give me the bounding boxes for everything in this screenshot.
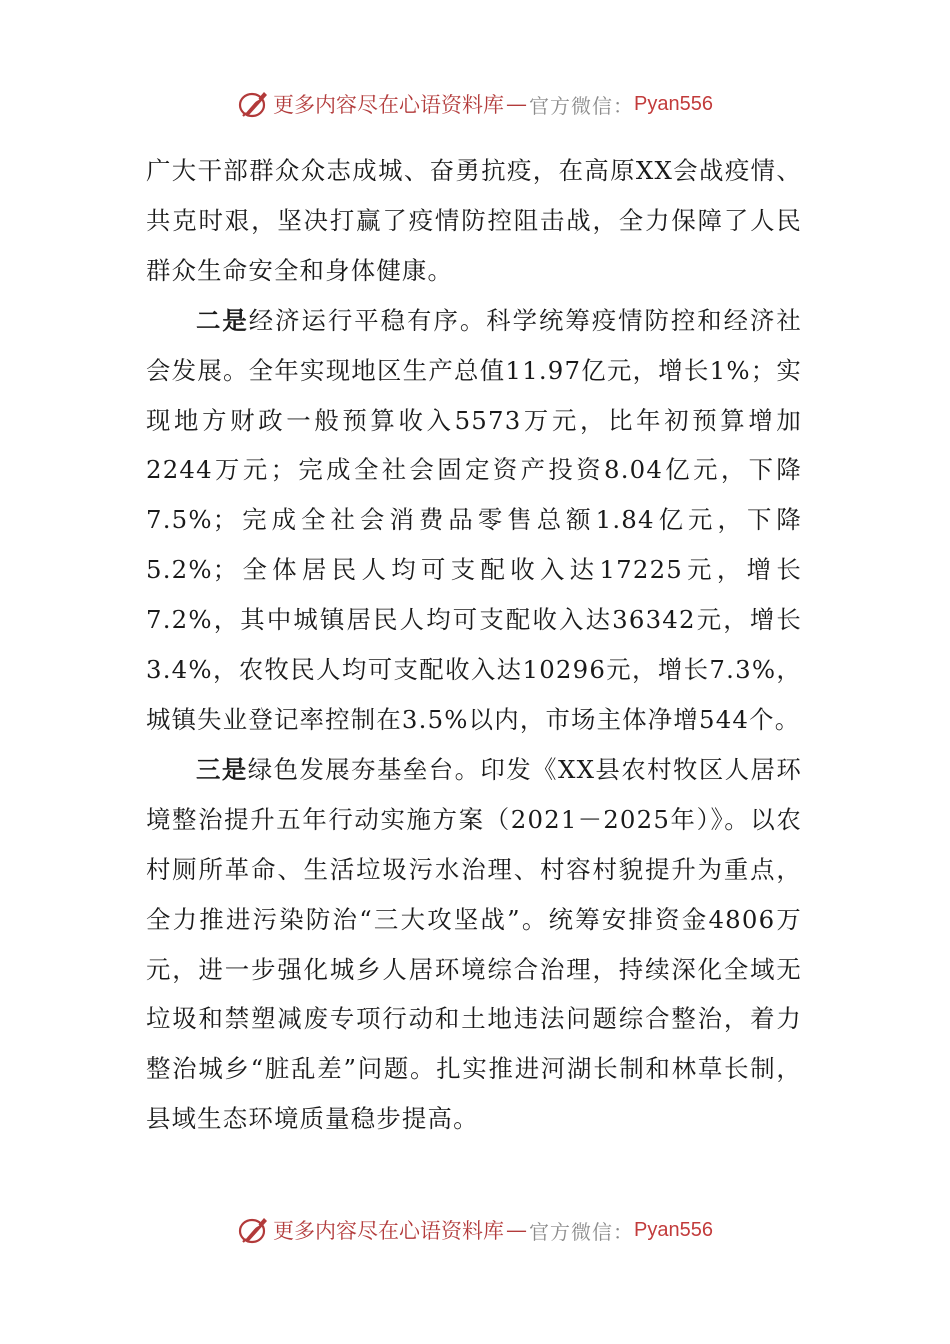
paragraph-text: 经济运行平稳有序。科学统筹疫情防控和经济社会发展。全年实现地区生产总值11.97亿元，增长1%；实现地方财政一般预算收入5573万元，比年初预算增加2244万元；完成全社会固定资产投资8.04亿元，下降7.5%；完成全社会消费品零售总额1.84亿元，下降5.2%；全体居民人均可支配收入达17225元，增长7.2%，其中城镇居民人均可支配收入达36342元，增长3.4%，农牧民人均可支配收入达10296元，增长7.3%，城镇失业登记率控制在3.5%以内，市场主体净增544个。 <box>146 305 802 734</box>
quill-pen-logo-icon <box>237 1213 271 1247</box>
footer-banner <box>0 1210 950 1250</box>
paragraph-lead: 二是 <box>196 305 249 335</box>
banner-title: 更多内容尽在心语资料库 <box>273 93 505 117</box>
banner-wechat-id: Pyan556 <box>634 1218 713 1241</box>
banner-wechat-id: Pyan556 <box>634 92 713 115</box>
banner-wechat-label: 官方微信： <box>529 1219 635 1244</box>
paragraph-continuation <box>146 146 802 296</box>
banner-wechat-label: 官方微信： <box>529 93 635 118</box>
paragraph-text: 广大干部群众众志成城、奋勇抗疫，在高原XX会战疫情、共克时艰，坚决打赢了疫情防控阻击战，全力保障了人民群众生命安全和身体健康。 <box>146 156 802 285</box>
header-banner <box>0 84 950 124</box>
paragraph-text: 绿色发展夯基垒台。印发《XX县农村牧区人居环境整治提升五年行动实施方案（2021－2025年）》。以农村厕所革命、生活垃圾污水治理、村容村貌提升为重点，全力推进污染防治“三大攻坚战”。统筹安排资金4806万元，进一步强化城乡人居环境综合治理，持续深化全域无垃圾和禁塑减废专项行动和土地违法问题综合整治，着力整治城乡“脏乱差”问题。扎实推进河湖长制和林草长制，县域生态环境质量稳步提高。 <box>146 754 802 1134</box>
paragraph-lead: 三是 <box>196 754 248 784</box>
banner-dash: — <box>506 1218 528 1242</box>
paragraph-green-development <box>146 745 802 1144</box>
quill-pen-logo-icon <box>237 87 271 121</box>
document-body <box>146 146 802 1144</box>
banner-title: 更多内容尽在心语资料库 <box>273 1219 505 1243</box>
banner-dash: — <box>506 92 528 116</box>
paragraph-economy <box>146 296 802 745</box>
